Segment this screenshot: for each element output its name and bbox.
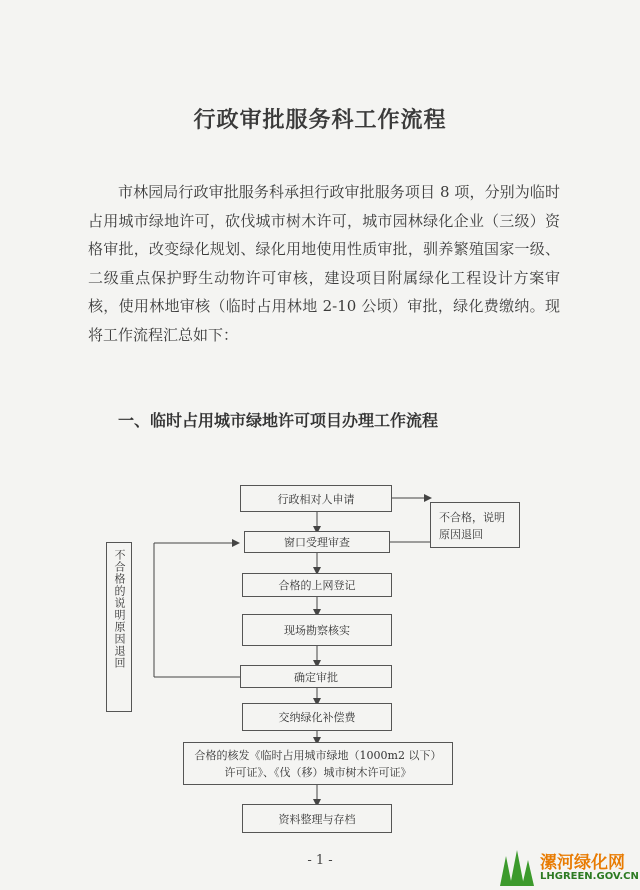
- watermark-url: LHGREEN.GOV.CN: [540, 871, 639, 882]
- reject-note-left: [106, 542, 132, 712]
- flow-step-apply: 行政相对人申请: [240, 485, 392, 512]
- flow-step-approve: 确定审批: [240, 665, 392, 688]
- page-number: - 1 -: [307, 853, 333, 868]
- watermark-name: 漯河绿化网: [540, 853, 625, 873]
- reject-note-left-text: 不合格的说明原因退回: [113, 549, 126, 669]
- section-heading: 一、临时占用城市绿地许可项目办理工作流程: [118, 411, 439, 430]
- flow-step-review: 窗口受理审查: [244, 531, 390, 553]
- flow-step-issue-line2: 许可证》、《伐（移）城市树木许可证》: [224, 765, 412, 779]
- flow-step-inspect: 现场勘察核实: [242, 614, 392, 646]
- reject-note-right: [430, 502, 520, 548]
- flow-step-issue: [183, 742, 453, 785]
- reject-note-right-text: 不合格，说明原因退回: [439, 511, 505, 541]
- flow-step-archive: 资料整理与存档: [242, 804, 392, 833]
- intro-text: 市林园局行政审批服务科承担行政审批服务项目 8 项，分别为临时占用城市绿地许可，砍伐城市树木许可，城市园林绿化企业（三级）资格审批，改变绿化规划、绿化用地使用性质审批，驯养繁殖国家一级、二级重点保护野生动物许可审核，建设项目附属绿化工程设计方案审核，使用林地审核（临时占用林地 2-10 公顷）审批，绿化费缴纳。现将工作流程汇总如下：: [88, 183, 560, 344]
- flow-step-register: 合格的上网登记: [242, 573, 392, 597]
- page-title: 行政审批服务科工作流程: [193, 108, 447, 133]
- flow-step-issue-line1: 合格的核发《临时占用城市绿地（1000m2 以下）: [194, 748, 442, 762]
- flow-step-pay: 交纳绿化补偿费: [242, 703, 392, 731]
